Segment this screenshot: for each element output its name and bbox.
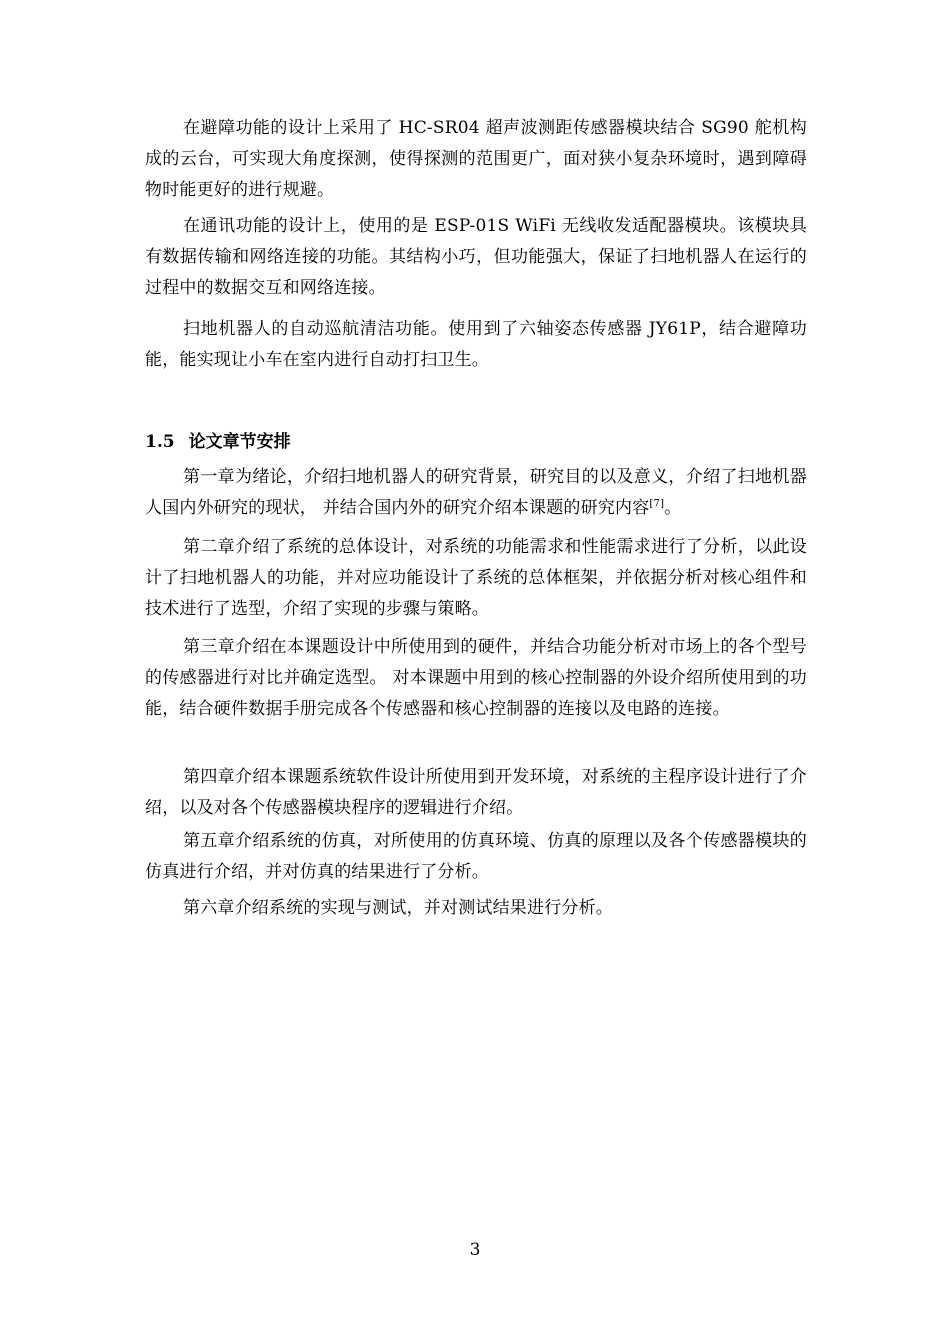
section-title: 论文章节安排 (188, 432, 291, 452)
paragraph-chapter-4: 第四章介绍本课题系统软件设计所使用到开发环境，对系统的主程序设计进行了介绍，以及对各个传感器模块程序的逻辑进行介绍。 (145, 767, 807, 818)
paragraph-chapter-3: 第三章介绍在本课题设计中所使用到的硬件，并结合功能分析对市场上的各个型号的传感器进行对比并确定选型。 对本课题中用到的核心控制器的外设介绍所使用到的功能，结合硬件数据手册完成各个传感器和核心控制器的连接以及电路的连接。 (145, 637, 807, 719)
chapter-1-text: 第一章为绪论，介绍扫地机器人的研究背景，研究目的以及意义，介绍了扫地机器人国内外研究的现状， 并结合国内外的研究介绍本课题的研究内容 (145, 467, 807, 518)
paragraph-chapter-2: 第二章介绍了系统的总体设计，对系统的功能需求和性能需求进行了分析，以此设计了扫地机器人的功能，并对应功能设计了系统的总体框架，并依据分析对核心组件和技术进行了选型，介绍了实现的步骤与策略。 (145, 537, 807, 619)
chapter-1-end: 。 (664, 498, 682, 518)
paragraph-chapter-6: 第六章介绍系统的实现与测试，并对测试结果进行分析。 (183, 898, 613, 918)
paragraph-auto-cruise: 扫地机器人的自动巡航清洁功能。使用到了六轴姿态传感器 JY61P，结合避障功能，能实现让小车在室内进行自动打扫卫生。 (145, 319, 807, 370)
paragraph-chapter-1 (145, 462, 807, 524)
section-number: 1.5 (145, 432, 175, 452)
citation-reference: [7] (649, 498, 665, 510)
section-heading (145, 428, 291, 456)
paragraph-chapter-5: 第五章介绍系统的仿真，对所使用的仿真环境、仿真的原理以及各个传感器模块的仿真进行介绍，并对仿真的结果进行了分析。 (145, 831, 807, 882)
paragraph-obstacle-avoidance: 在避障功能的设计上采用了 HC-SR04 超声波测距传感器模块结合 SG90 舵机构成的云台，可实现大角度探测，使得探测的范围更广，面对狭小复杂环境时，遇到障碍物时能更好的进行规避。 (145, 118, 807, 200)
paragraph-communication: 在通讯功能的设计上，使用的是 ESP-01S WiFi 无线收发适配器模块。该模块具有数据传输和网络连接的功能。其结构小巧，但功能强大，保证了扫地机器人在运行的过程中的数据交互和网络连接。 (145, 216, 807, 298)
page-number: 3 (469, 1240, 481, 1260)
